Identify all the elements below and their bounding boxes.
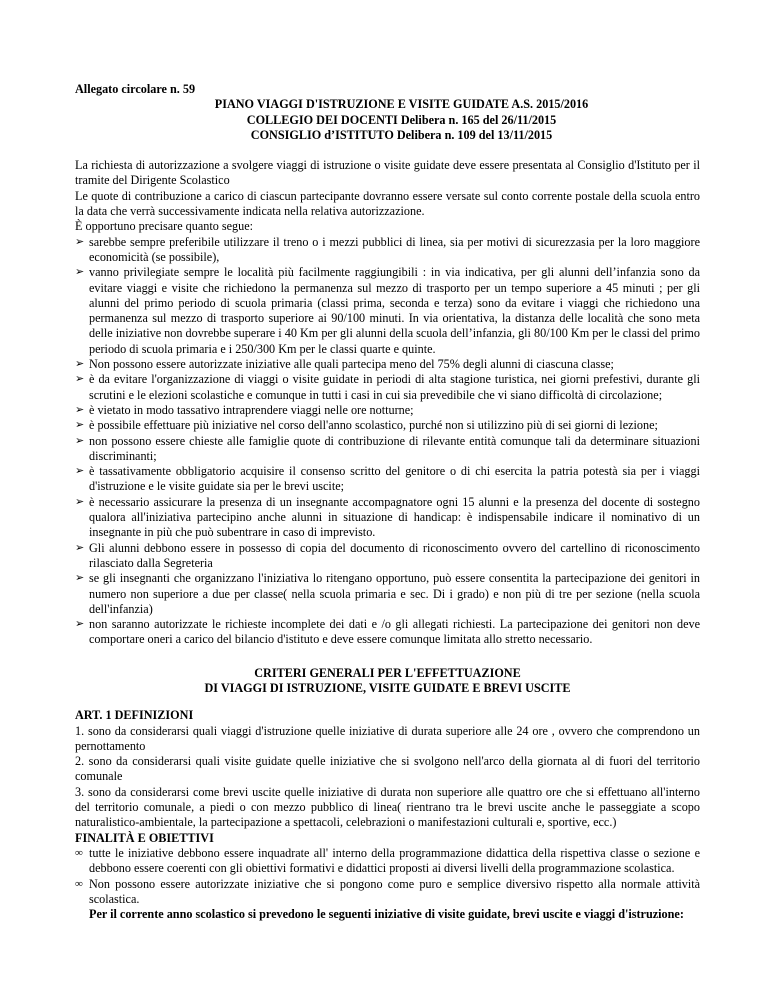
- intro-paragraph: Le quote di contribuzione a carico di ciascun partecipante dovranno essere versate sul conto corrente postale della scuola entro la data che verrà successivamente indicata nella relativa autorizzazione.: [75, 188, 700, 219]
- list-item: ➢ non saranno autorizzate le richieste incomplete dei dati e /o gli allegati richiesti. La partecipazione dei genitori non deve comportare oneri a carico del bilancio d'istituto e deve essere comunque limitata allo stretto necessario.: [75, 617, 700, 647]
- allegato-line: Allegato circolare n. 59: [75, 82, 196, 96]
- criteri-heading: [75, 666, 700, 697]
- definition-item: 3. sono da considerarsi come brevi uscite quelle iniziative di durata non superiore alle quattro ore che si effettuano all'interno del territorio comunale, a piedi o con mezzo pubblico di linea( rientrano tra le brevi uscite anche le passeggiate a scopo naturalistico-ambientale, la partecipazione a spettacoli, celebrazioni o manifestazioni culturali e, sportive, ecc.): [75, 784, 700, 830]
- arrow-bullet-icon: ➢: [75, 465, 85, 478]
- arrow-bullet-icon: ➢: [75, 403, 85, 416]
- list-item: ∞ Non possono essere autorizzate iniziative che si pongono come puro e semplice diversivo rispetto alla normale attività scolastica.: [75, 876, 700, 906]
- arrow-bullet-icon: ➢: [75, 266, 85, 279]
- list-item: ➢ è possibile effettuare più iniziative nel corso dell'anno scolastico, purché non si utilizzino più di sei giorni di lezione;: [75, 418, 658, 433]
- art1-section: [75, 708, 700, 830]
- finalita-heading: FINALITÀ E OBIETTIVI: [75, 830, 214, 845]
- list-item: ➢ vanno privilegiate sempre le località più facilmente raggiungibili : in via indicativa, per gli alunni dell’infanzia sono da evitare viaggi e visite che richiedono la permanenza sul mezzo di trasporto per un tempo superiore a 45 minuti ; per gli alunni del primo periodo di scuola primaria (classi prima, seconda e terza) sono da evitare i viaggi che richiedono una permanenza sul mezzo di trasporto superiore ai 90/100 minuti. In via orientativa, la distanza delle località che sono meta delle iniziative non dovrebbe superare i 40 Km per gli alunni della scuola dell’infanzia, gli 80/100 Km per le classi del primo periodo di scuola primaria e i 250/300 Km per le classi quarte e quinte.: [75, 265, 700, 356]
- document-header: [75, 82, 700, 143]
- collegio-line: COLLEGIO DEI DOCENTI Delibera n. 165 del 26/11/2015: [246, 112, 557, 127]
- definition-item: 2. sono da considerarsi quali visite guidate quelle iniziative che si svolgono nell'arco della giornata al di fuori del territorio comunale: [75, 754, 700, 784]
- definition-item: 1. sono da considerarsi quali viaggi d'istruzione quelle iniziative di durata superiore alle 24 ore , ovvero che comprendono un pernottamento: [75, 723, 700, 753]
- arrow-bullet-icon: ➢: [75, 541, 85, 554]
- list-item: ∞ tutte le iniziative debbono essere inquadrate all' interno della programmazione didattica della rispettiva classe o sezione e debbono essere coerenti con gli obiettivi formativi e didattici proposti ai diversi livelli della programmazione scolastica.: [75, 845, 700, 876]
- finalita-section: [75, 831, 700, 923]
- list-item: ➢ Gli alunni debbono essere in possesso di copia del documento di riconoscimento ovvero del cartellino di riconoscimento rilasciato dalla Segreteria: [75, 540, 700, 570]
- infinity-bullet-icon: ∞: [75, 846, 83, 859]
- rules-list: [75, 235, 700, 648]
- list-item: ➢ non possono essere chieste alle famiglie quote di contribuzione di rilevante entità comunque tali da determinare situazioni discriminanti;: [75, 433, 700, 463]
- infinity-bullet-icon: ∞: [75, 877, 83, 890]
- list-item: ➢ Non possono essere autorizzate iniziative alle quali partecipa meno del 75% degli alunni di ciascuna classe;: [75, 357, 614, 372]
- list-item: ➢ sarebbe sempre preferibile utilizzare il treno o i mezzi pubblici di linea, sia per motivi di sicurezzasia per la loro maggiore economicità (se possibile),: [75, 234, 700, 264]
- document-page: [75, 82, 700, 922]
- document-title: PIANO VIAGGI D'ISTRUZIONE E VISITE GUIDATE A.S. 2015/2016: [214, 97, 589, 112]
- arrow-bullet-icon: ➢: [75, 572, 85, 585]
- arrow-bullet-icon: ➢: [75, 235, 85, 248]
- arrow-bullet-icon: ➢: [75, 618, 85, 631]
- arrow-bullet-icon: ➢: [75, 373, 85, 386]
- intro-paragraph: È opportuno precisare quanto segue:: [75, 219, 254, 234]
- arrow-bullet-icon: ➢: [75, 358, 85, 371]
- list-item: ➢ è necessario assicurare la presenza di un insegnante accompagnatore ogni 15 alunni e la presenza del docente di sostegno qualora all'iniziativa partecipino anche alunni in situazione di handicap: è indispensabile indicare il nominativo di un insegnante in più che può subentrare in caso di imprevisto.: [75, 494, 700, 540]
- criteri-line: DI VIAGGI DI ISTRUZIONE, VISITE GUIDATE E BREVI USCITE: [204, 680, 571, 695]
- arrow-bullet-icon: ➢: [75, 495, 85, 508]
- consiglio-line: CONSIGLIO d’ISTITUTO Delibera n. 109 del 13/11/2015: [250, 127, 553, 142]
- criteri-line: CRITERI GENERALI PER L'EFFETTUAZIONE: [254, 665, 521, 680]
- intro-paragraph: La richiesta di autorizzazione a svolgere viaggi di istruzione o visite guidate deve essere presentata al Consiglio d'Istituto per il tramite del Dirigente Scolastico: [75, 158, 700, 188]
- closing-statement: Per il corrente anno scolastico si prevedono le seguenti iniziative di visite guidate, brevi uscite e viaggi d'istruzione:: [89, 907, 684, 922]
- arrow-bullet-icon: ➢: [75, 419, 85, 432]
- arrow-bullet-icon: ➢: [75, 434, 85, 447]
- list-item: ➢ se gli insegnanti che organizzano l'iniziativa lo ritengano opportuno, può essere consentita la partecipazione dei genitori in numero non superiore a due per classe( nella scuola primaria e sec. Di i grado) e non più di tre per sezione (nella scuola dell'infanzia): [75, 571, 700, 616]
- list-item: ➢ è tassativamente obbligatorio acquisire il consenso scritto del genitore o di chi esercita la patria potestà sia per i viaggi d'istruzione e le visite guidate sia per le brevi uscite;: [75, 464, 700, 494]
- finalita-list: [75, 846, 700, 907]
- list-item: ➢ è da evitare l'organizzazione di viaggi o visite guidate in periodi di alta stagione turistica, nei giorni prefestivi, durante gli scrutini e le elezioni scolastiche e comunque in tutti i casi in cui sia prevedibile che vi siano difficoltà di circolazione;: [75, 372, 700, 402]
- intro-section: [75, 158, 700, 234]
- art1-heading: ART. 1 DEFINIZIONI: [75, 708, 194, 723]
- list-item: ➢ è vietato in modo tassativo intraprendere viaggi nelle ore notturne;: [75, 402, 414, 417]
